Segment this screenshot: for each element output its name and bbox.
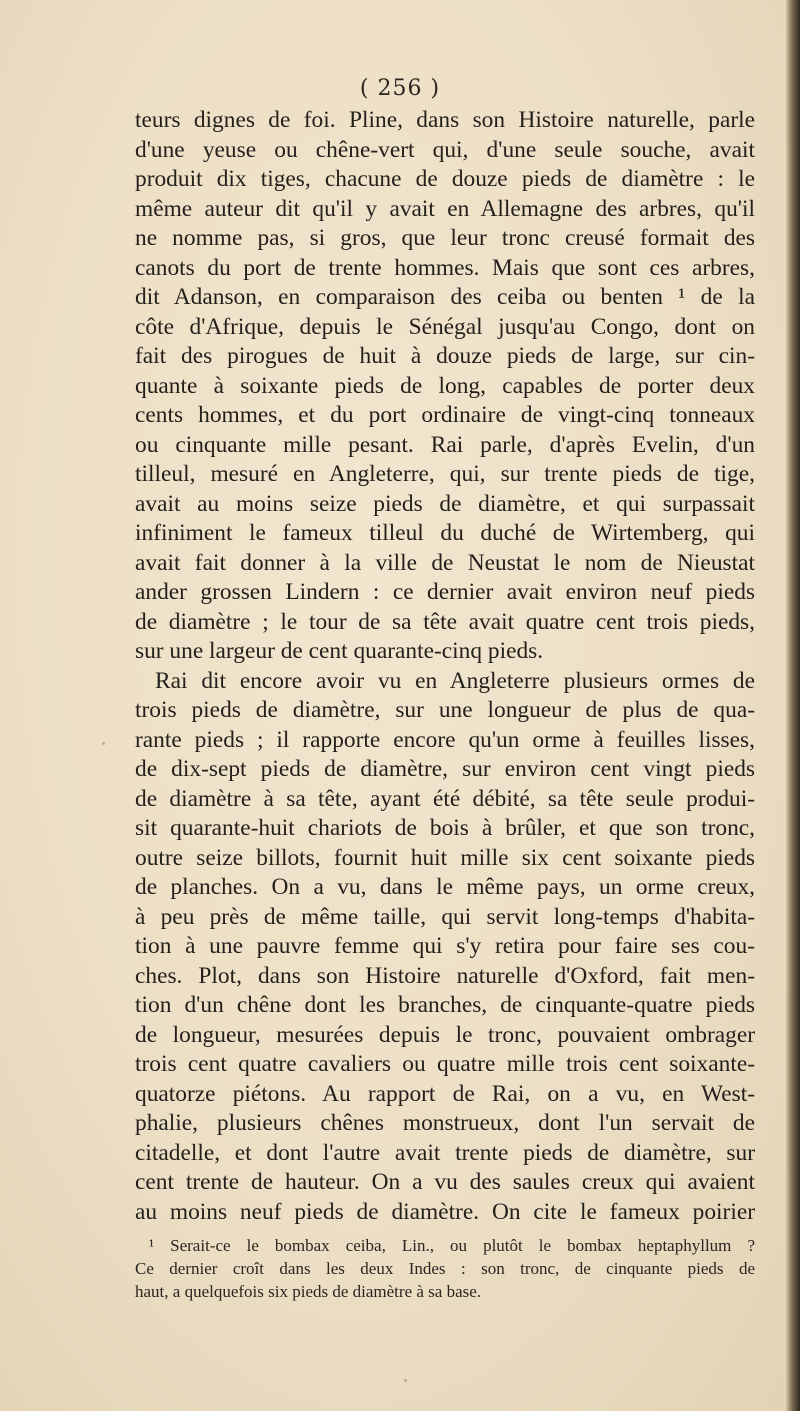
body-line: avait au moins seize pieds de diamètre, et qui surpassait — [135, 490, 755, 517]
body-line: de diamètre ; le tour de sa tête avait quatre cent trois pieds, — [135, 608, 755, 635]
body-line: cents hommes, et du port ordinaire de vingt-cinq tonneaux — [135, 402, 755, 428]
body-line: trois cent quatre cavaliers ou quatre mille trois cent soixante- — [135, 1051, 755, 1077]
body-line: ches. Plot, dans son Histoire naturelle d'Oxford, fait men- — [135, 962, 755, 989]
paper-speck — [404, 1379, 407, 1382]
body-line: canots du port de trente hommes. Mais que sont ces arbres, — [135, 254, 755, 281]
page-number: ( 256 ) — [359, 76, 441, 101]
body-line: avait fait donner à la ville de Neustat le nom de Nieustat — [135, 549, 755, 576]
body-line: trois pieds de diamètre, sur une longueur de plus de qua- — [135, 697, 755, 723]
body-line: côte d'Afrique, depuis le Sénégal jusqu'au Congo, dont on — [135, 313, 755, 340]
body-line: outre seize billots, fournit huit mille six cent soixante pieds — [135, 844, 755, 871]
body-line: de longueur, mesurées depuis le tronc, pouvaient ombrager — [135, 1021, 755, 1048]
body-line: au moins neuf pieds de diamètre. On cite le fameux poirier — [135, 1198, 755, 1225]
body-line: produit dix tiges, chacune de douze pieds de diamètre : le — [135, 166, 755, 192]
body-line: d'une yeuse ou chêne-vert qui, d'une seule souche, avait — [135, 136, 755, 163]
footnote-line: haut, a quelquefois six pieds de diamètre à sa base. — [135, 1282, 482, 1301]
body-line: sit quarante-huit chariots de bois à brûler, et que son tronc, — [135, 815, 755, 841]
body-line: infiniment le fameux tilleul du duché de Wirtemberg, qui — [135, 520, 755, 546]
body-line: sur une largeur de cent quarante-cinq pieds. — [135, 638, 544, 664]
body-line: Rai dit encore avoir vu en Angleterre plusieurs ormes de — [155, 667, 755, 694]
footnote-line: ¹ Serait-ce le bombax ceiba, Lin., ou plutôt le bombax heptaphyllum ? — [149, 1236, 755, 1255]
body-line: citadelle, et dont l'autre avait trente pieds de diamètre, sur — [135, 1139, 755, 1166]
body-line: tion à une pauvre femme qui s'y retira pour faire ses cou- — [135, 933, 755, 959]
body-line: de planches. On a vu, dans le même pays, un orme creux, — [135, 874, 755, 900]
body-line: tion d'un chêne dont les branches, de cinquante-quatre pieds — [135, 992, 755, 1018]
body-line: même auteur dit qu'il y avait en Allemagne des arbres, qu'il — [135, 195, 755, 222]
footnote-line: Ce dernier croît dans les deux Indes : son tronc, de cinquante pieds de — [135, 1259, 755, 1278]
body-line: de diamètre à sa tête, ayant été débité, sa tête seule produi- — [135, 785, 755, 812]
body-line: rante pieds ; il rapporte encore qu'un orme à feuilles lisses, — [135, 726, 755, 753]
body-text — [135, 106, 755, 1227]
body-line: dit Adanson, en comparaison des ceiba ou benten ¹ de la — [135, 284, 755, 310]
paper-speck — [102, 742, 105, 745]
body-line: cent trente de hauteur. On a vu des saules creux qui avaient — [135, 1169, 755, 1195]
body-line: de dix-sept pieds de diamètre, sur environ cent vingt pieds — [135, 756, 755, 782]
footnote-block — [135, 1234, 755, 1303]
body-line: quatorze piétons. Au rapport de Rai, on a vu, en West- — [135, 1080, 755, 1107]
body-line: ander grossen Lindern : ce dernier avait environ neuf pieds — [135, 579, 755, 605]
body-line: à peu près de même taille, qui servit long-temps d'habita- — [135, 903, 755, 930]
body-line: fait des pirogues de huit à douze pieds de large, sur cin- — [135, 343, 755, 369]
body-line: ne nomme pas, si gros, que leur tronc creusé formait des — [135, 225, 755, 251]
body-line: tilleul, mesuré en Angleterre, qui, sur trente pieds de tige, — [135, 461, 755, 487]
page-binding-edge — [786, 0, 800, 1411]
body-line: teurs dignes de foi. Pline, dans son Histoire naturelle, parle — [135, 107, 755, 133]
body-line: phalie, plusieurs chênes monstrueux, dont l'un servait de — [135, 1110, 755, 1136]
body-line: quante à soixante pieds de long, capables de porter deux — [135, 372, 755, 399]
body-line: ou cinquante mille pesant. Rai parle, d'après Evelin, d'un — [135, 431, 755, 458]
